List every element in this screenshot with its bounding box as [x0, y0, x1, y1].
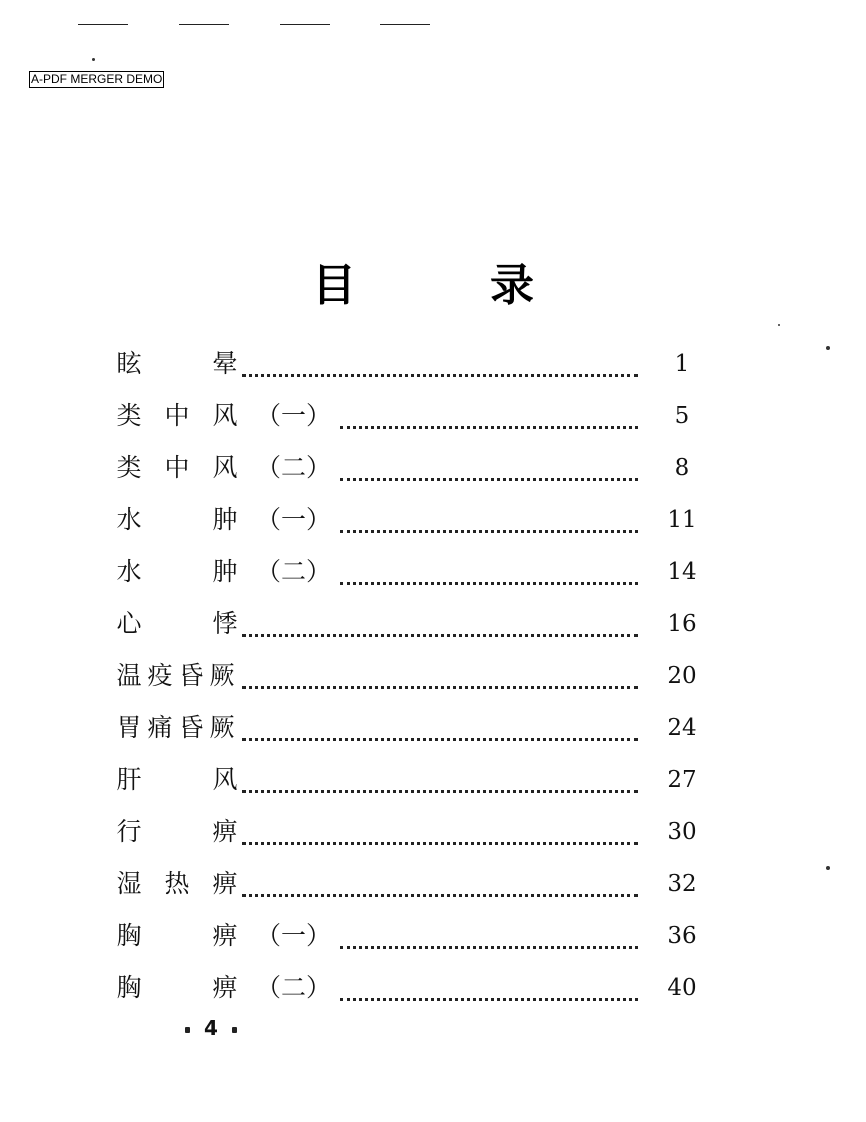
toc-entry-char: 风	[212, 453, 238, 482]
toc-entry-char: 水	[116, 557, 142, 586]
toc-leader-dots	[242, 370, 638, 377]
toc-entry-char: 心	[116, 609, 142, 638]
toc-entry	[114, 444, 714, 496]
page-number	[166, 1016, 256, 1040]
toc-entry-char: 昏	[178, 713, 204, 742]
toc-entry-char: 类	[116, 401, 142, 430]
toc-entry-char: 厥	[209, 661, 235, 690]
toc-entry-char: 肝	[116, 765, 142, 794]
toc-entry-char: 痹	[212, 869, 238, 898]
toc-entry-char: 痹	[212, 973, 238, 1002]
toc-page-number: 36	[667, 923, 697, 949]
toc-leader-dots	[340, 474, 638, 481]
toc-leader-dots	[242, 630, 638, 637]
table-of-contents	[114, 340, 714, 1016]
toc-entry	[114, 496, 714, 548]
toc-entry	[114, 756, 714, 808]
toc-entry-title	[114, 972, 332, 1004]
toc-entry-char: 湿	[116, 869, 142, 898]
header-rule	[179, 24, 229, 25]
toc-page-number: 40	[667, 975, 697, 1001]
toc-entry-char: 痹	[212, 921, 238, 950]
toc-leader-dots	[340, 422, 638, 429]
toc-entry-suffix: （二）	[256, 973, 332, 1002]
toc-entry-char: 疫	[147, 661, 173, 690]
toc-entry-char: 晕	[212, 349, 238, 378]
toc-entry-suffix: （一）	[256, 401, 332, 430]
toc-page-number: 30	[667, 819, 697, 845]
toc-entry-char: 胸	[116, 921, 142, 950]
header-rule	[280, 24, 330, 25]
toc-entry-char: 中	[164, 453, 190, 482]
toc-leader-dots	[242, 682, 638, 689]
watermark-label: A-PDF MERGER DEMO	[31, 72, 163, 86]
page-title-char: 录	[490, 260, 534, 311]
toc-entry	[114, 652, 714, 704]
toc-entry-char: 悸	[212, 609, 238, 638]
toc-entry	[114, 600, 714, 652]
toc-entry	[114, 860, 714, 912]
toc-entry-suffix: （二）	[256, 453, 332, 482]
toc-entry-char: 行	[116, 817, 142, 846]
header-rule	[78, 24, 128, 25]
toc-page-number: 16	[667, 611, 697, 637]
toc-entry-char: 昏	[178, 661, 204, 690]
toc-entry-char: 风	[212, 401, 238, 430]
scan-speck	[92, 58, 95, 61]
toc-entry	[114, 548, 714, 600]
toc-entry-title	[114, 452, 332, 484]
toc-entry-char: 厥	[209, 713, 235, 742]
toc-entry-suffix: （一）	[256, 921, 332, 950]
toc-page-number: 32	[667, 871, 697, 897]
page-number-dot	[185, 1027, 190, 1033]
scan-speck	[826, 866, 830, 870]
toc-entry-char: 痹	[212, 817, 238, 846]
header-rule	[380, 24, 430, 25]
toc-entry	[114, 912, 714, 964]
toc-entry-title	[114, 920, 332, 952]
toc-entry-char: 肿	[212, 557, 238, 586]
toc-entry-title	[114, 556, 332, 588]
toc-page-number: 8	[674, 455, 690, 481]
scan-speck	[826, 346, 830, 350]
toc-entry-suffix: （二）	[256, 557, 332, 586]
toc-leader-dots	[340, 994, 638, 1001]
page-number-dot	[232, 1027, 237, 1033]
toc-entry-title	[114, 400, 332, 432]
toc-page-number: 14	[667, 559, 697, 585]
scan-speck	[778, 324, 780, 326]
toc-entry-char: 胸	[116, 973, 142, 1002]
page-title-char: 目	[312, 260, 356, 311]
toc-entry-suffix: （一）	[256, 505, 332, 534]
toc-leader-dots	[340, 942, 638, 949]
toc-entry-char: 热	[164, 869, 190, 898]
toc-page-number: 5	[674, 403, 690, 429]
toc-entry	[114, 808, 714, 860]
toc-entry-char: 肿	[212, 505, 238, 534]
page-title	[300, 258, 560, 318]
toc-entry-char: 眩	[116, 349, 142, 378]
toc-entry	[114, 340, 714, 392]
toc-page-number: 1	[674, 351, 690, 377]
toc-entry-char: 类	[116, 453, 142, 482]
toc-entry	[114, 392, 714, 444]
toc-entry-char: 胃	[116, 713, 142, 742]
toc-entry-title	[114, 504, 332, 536]
toc-entry-char: 风	[212, 765, 238, 794]
toc-entry-char: 痛	[147, 713, 173, 742]
toc-page-number: 20	[667, 663, 697, 689]
toc-page-number: 24	[667, 715, 697, 741]
toc-entry	[114, 704, 714, 756]
page-number-value: 4	[204, 1016, 218, 1040]
toc-entry	[114, 964, 714, 1016]
toc-entry-char: 水	[116, 505, 142, 534]
toc-leader-dots	[242, 838, 638, 845]
toc-leader-dots	[340, 526, 638, 533]
toc-entry-char: 温	[116, 661, 142, 690]
toc-entry-char: 中	[164, 401, 190, 430]
toc-leader-dots	[242, 786, 638, 793]
toc-page-number: 11	[667, 507, 697, 533]
toc-leader-dots	[242, 890, 638, 897]
toc-leader-dots	[242, 734, 638, 741]
toc-leader-dots	[340, 578, 638, 585]
toc-page-number: 27	[667, 767, 697, 793]
